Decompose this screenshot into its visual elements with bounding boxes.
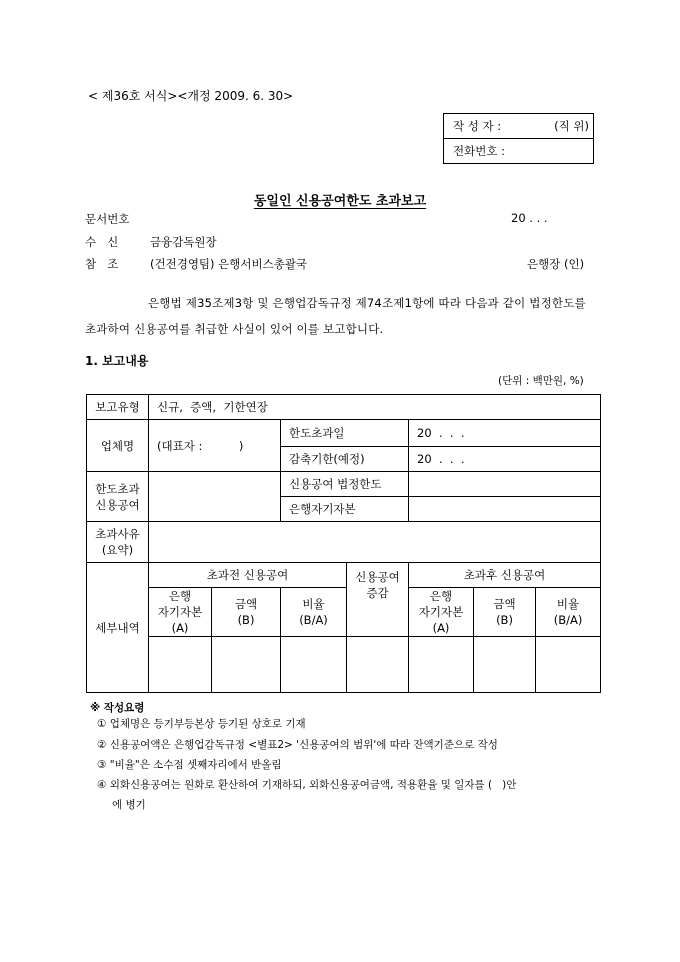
before-credit-header: 초과전 신용공여: [149, 563, 347, 588]
report-type-label: 보고유형: [87, 395, 149, 420]
details-label: 세부내역: [87, 563, 149, 693]
guide-item: ① 업체명은 등기부등본상 등기된 상호로 기재: [97, 718, 306, 730]
signature-line: 은행장 (인): [527, 257, 585, 271]
excess-date-label: 한도초과일: [281, 420, 409, 447]
after-amount-value: [474, 637, 536, 693]
before-ratio-header: 비율 (B/A): [281, 588, 347, 637]
after-capital-header: 은행 자기자본 (A): [409, 588, 474, 637]
author-label: 작 성 자 :: [453, 119, 502, 133]
after-amount-header: 금액 (B): [474, 588, 536, 637]
before-amount-value: [212, 637, 281, 693]
guide-item: ② 신용공여액은 은행업감독규정 <별표2> '신용공여의 범위'에 따라 잔액기준으로 작성: [97, 739, 498, 751]
company-label: 업체명: [87, 420, 149, 472]
reason-value: [149, 522, 601, 563]
reduce-deadline-value: 20 . . .: [409, 447, 601, 472]
before-capital-value: [149, 637, 212, 693]
after-capital-value: [409, 637, 474, 693]
report-type-value: 신규, 증액, 기한연장: [149, 395, 601, 420]
doc-number-label: 문서번호: [85, 212, 130, 226]
guide-item-continuation: 에 병기: [112, 799, 146, 811]
bank-capital-label: 은행자기자본: [281, 497, 409, 522]
doc-date: 20 . . .: [511, 211, 548, 225]
recipient-label: 수 신: [85, 235, 119, 249]
representative-cell: (대표자 : ): [149, 420, 281, 472]
after-ratio-header: 비율 (B/A): [536, 588, 601, 637]
writer-phone-cell: [444, 139, 594, 164]
section-title: 1. 보고내용: [85, 354, 149, 368]
report-table: [86, 394, 601, 693]
credit-change-value: [347, 637, 409, 693]
form-number-header: < 제36호 서식><개정 2009. 6. 30>: [88, 89, 294, 103]
excess-credit-label: 한도초과 신용공여: [87, 472, 149, 522]
legal-limit-value: [409, 472, 601, 497]
bank-capital-value: [409, 497, 601, 522]
before-amount-header: 금액 (B): [212, 588, 281, 637]
reason-label: 초과사유 (요약): [87, 522, 149, 563]
writer-author-cell: [444, 114, 594, 139]
writer-info-box: [443, 113, 594, 164]
phone-label: 전화번호 :: [453, 144, 505, 158]
position-label: (직 위): [554, 119, 589, 133]
legal-limit-label: 신용공여 법정한도: [281, 472, 409, 497]
excess-credit-value: [149, 472, 281, 522]
guide-title: ※ 작성요령: [90, 702, 145, 714]
guide-item: ④ 외화신용공여는 원화로 환산하여 기재하되, 외화신용공여금액, 적용환율 및 일자를 ( )안: [97, 779, 517, 791]
document-title: 동일인 신용공여한도 초과보고: [253, 194, 427, 209]
unit-note: (단위 : 백만원, %): [498, 375, 584, 387]
body-paragraph: 은행법 제35조제3항 및 은행업감독규정 제74조제1항에 따라 다음과 같이 법정한도를 초과하여 신용공여를 취급한 사실이 있어 이를 보고합니다.: [85, 296, 586, 336]
after-credit-header: 초과후 신용공여: [409, 563, 601, 588]
guide-item: ③ "비율"은 소수점 셋째자리에서 반올림: [97, 759, 282, 771]
before-ratio-value: [281, 637, 347, 693]
credit-change-header: 신용공여 증감: [347, 563, 409, 637]
reduce-deadline-label: 감축기한(예정): [281, 447, 409, 472]
excess-date-value: 20 . . .: [409, 420, 601, 447]
recipient-value: 금융감독원장: [150, 235, 217, 249]
reference-value: (건전경영팀) 은행서비스총괄국: [150, 257, 308, 271]
before-capital-header: 은행 자기자본 (A): [149, 588, 212, 637]
after-ratio-value: [536, 637, 601, 693]
reference-label: 참 조: [85, 257, 119, 271]
